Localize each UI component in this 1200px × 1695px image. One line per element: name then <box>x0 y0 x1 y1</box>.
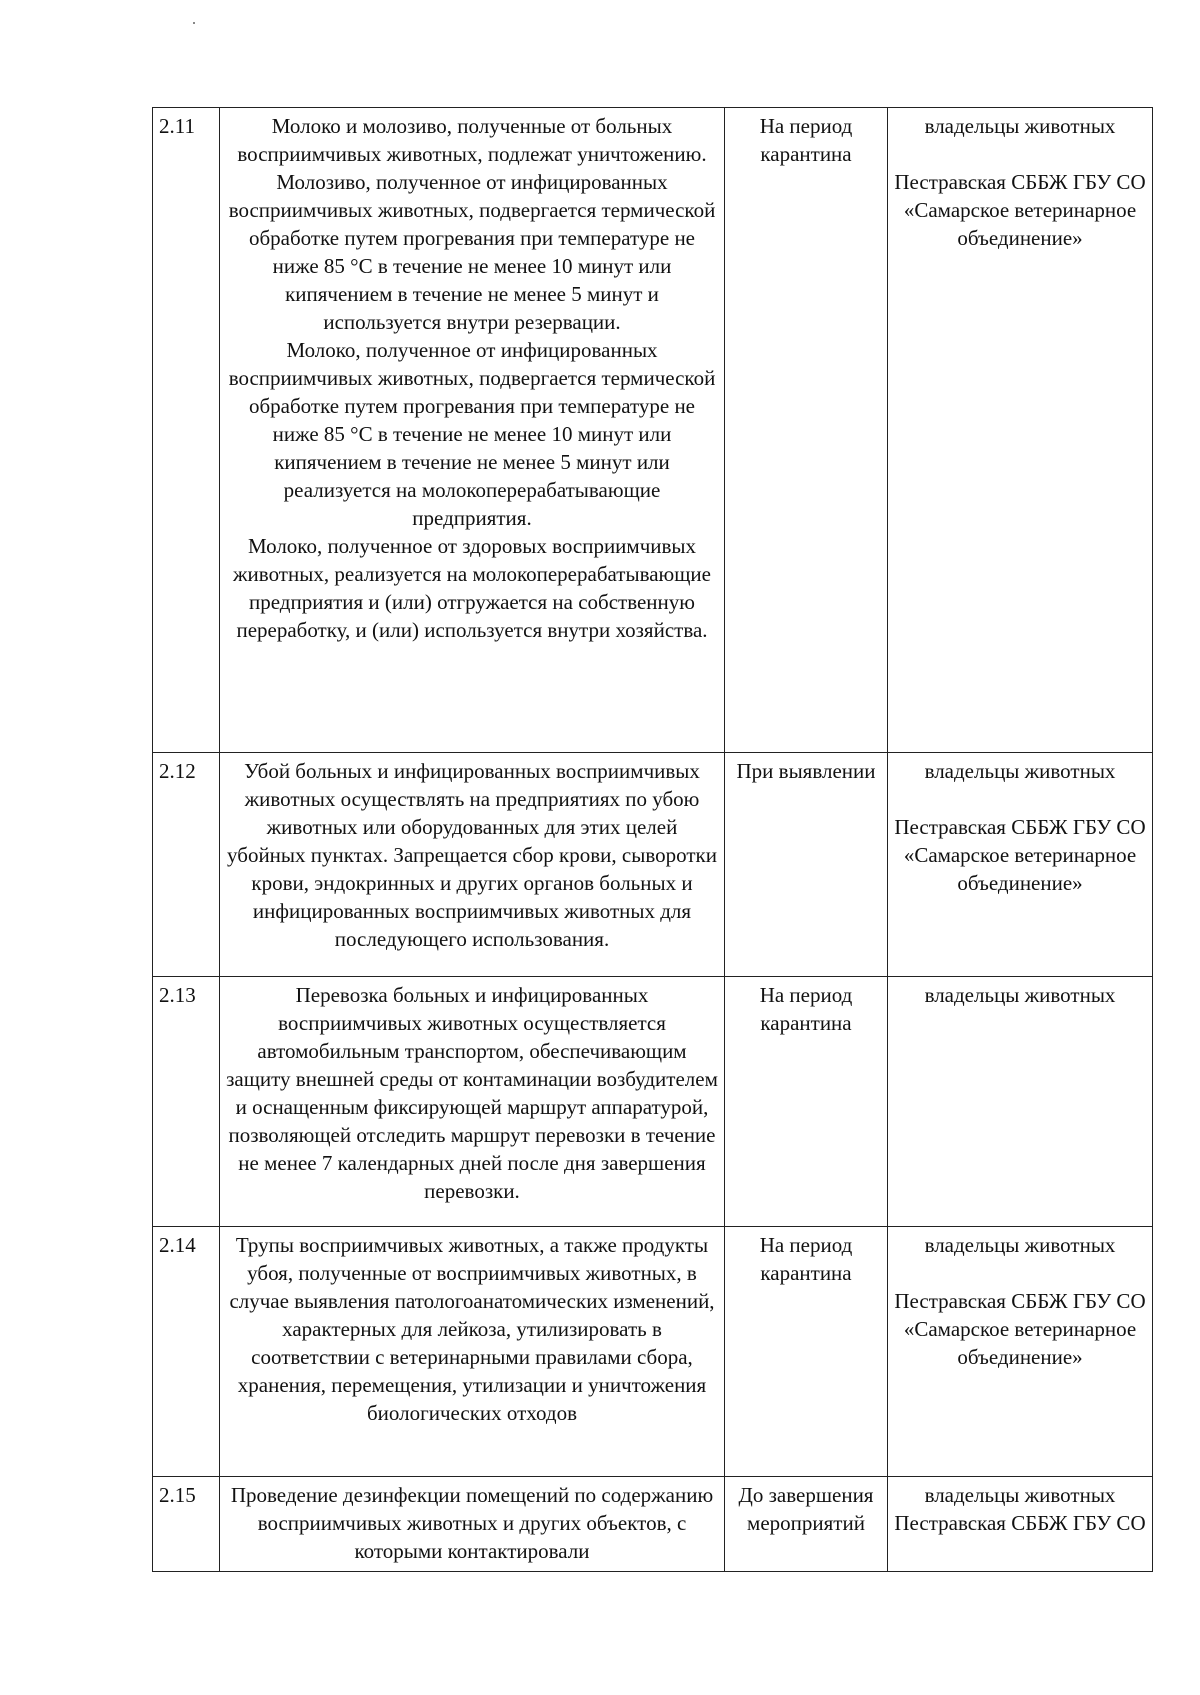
measure-term: На период карантина <box>725 108 888 753</box>
row-number: 2.14 <box>153 1227 220 1477</box>
responsible-secondary: Пестравская СББЖ ГБУ СО «Самарское ветеринарное объединение» <box>894 815 1146 895</box>
measure-term: До завершения мероприятий <box>725 1477 888 1572</box>
measure-responsible <box>888 753 1153 977</box>
measure-responsible <box>888 1227 1153 1477</box>
measure-responsible <box>888 977 1153 1227</box>
table-row <box>153 753 1153 977</box>
description-paragraph: Молоко и молозиво, полученные от больных восприимчивых животных, подлежат уничтожению. Молозиво, полученное от инфицированных восприимчивых животных, подвергается термической обработке путем прогревания при температуре не ниже 85 °С в течение не менее 10 минут или кипячением в течение не менее 5 минут и используется внутри резервации. <box>228 114 716 334</box>
table-row <box>153 108 1153 753</box>
row-number: 2.12 <box>153 753 220 977</box>
responsible-primary: владельцы животных <box>924 983 1116 1007</box>
description-paragraph: Убой больных и инфицированных восприимчивых животных осуществлять на предприятиях по убою животных или оборудованных для этих целей убойных пунктах. Запрещается сбор крови, сыворотки крови, эндокринных и других органов больных и инфицированных восприимчивых животных для последующего использования. <box>227 759 717 951</box>
measure-description <box>220 108 725 753</box>
measure-responsible <box>888 108 1153 753</box>
description-paragraph: Трупы восприимчивых животных, а также продукты убоя, полученные от восприимчивых животных, в случае выявления патологоанатомических изменений, характерных для лейкоза, утилизировать в соответствии с ветеринарными правилами сбора, хранения, перемещения, утилизации и уничтожения биологических отходов <box>229 1233 715 1425</box>
row-number: 2.11 <box>153 108 220 753</box>
responsible-primary: владельцы животных <box>924 759 1116 783</box>
scan-speck <box>193 22 195 24</box>
description-paragraph: Перевозка больных и инфицированных восприимчивых животных осуществляется автомобильным транспортом, обеспечивающим защиту внешней среды от контаминации возбудителем и оснащенным фиксирующей маршрут аппаратурой, позволяющей отследить маршрут перевозки в течение не менее 7 календарных дней после дня завершения перевозки. <box>226 983 718 1203</box>
description-paragraph: Молоко, полученное от здоровых восприимчивых животных, реализуется на молокоперерабатывающие предприятия и (или) отгружается на собственную переработку, и (или) используется внутри хозяйства. <box>233 534 711 642</box>
measure-term: При выявлении <box>725 753 888 977</box>
responsible-secondary: Пестравская СББЖ ГБУ СО «Самарское ветеринарное объединение» <box>894 170 1146 250</box>
measure-term: На период карантина <box>725 977 888 1227</box>
responsible-secondary: Пестравская СББЖ ГБУ СО «Самарское ветеринарное объединение» <box>894 1289 1146 1369</box>
responsible-primary: владельцы животных <box>924 114 1116 138</box>
measure-description <box>220 1477 725 1572</box>
measure-responsible <box>888 1477 1153 1572</box>
measure-description <box>220 753 725 977</box>
measures-table <box>152 107 1153 1572</box>
description-paragraph: Молоко, полученное от инфицированных восприимчивых животных, подвергается термической обработке путем прогревания при температуре не ниже 85 °С в течение не менее 10 минут или кипячением в течение не менее 5 минут или реализуется на молокоперерабатывающие предприятия. <box>228 338 716 530</box>
description-paragraph: Проведение дезинфекции помещений по содержанию восприимчивых животных и других объектов, с которыми контактировали <box>230 1483 714 1563</box>
responsible-primary: владельцы животных <box>924 1483 1116 1507</box>
row-number: 2.13 <box>153 977 220 1227</box>
measure-description <box>220 977 725 1227</box>
table-row <box>153 1227 1153 1477</box>
row-number: 2.15 <box>153 1477 220 1572</box>
responsible-secondary: Пестравская СББЖ ГБУ СО <box>894 1511 1146 1535</box>
table-row <box>153 1477 1153 1572</box>
measure-term: На период карантина <box>725 1227 888 1477</box>
table-row <box>153 977 1153 1227</box>
measure-description <box>220 1227 725 1477</box>
responsible-primary: владельцы животных <box>924 1233 1116 1257</box>
